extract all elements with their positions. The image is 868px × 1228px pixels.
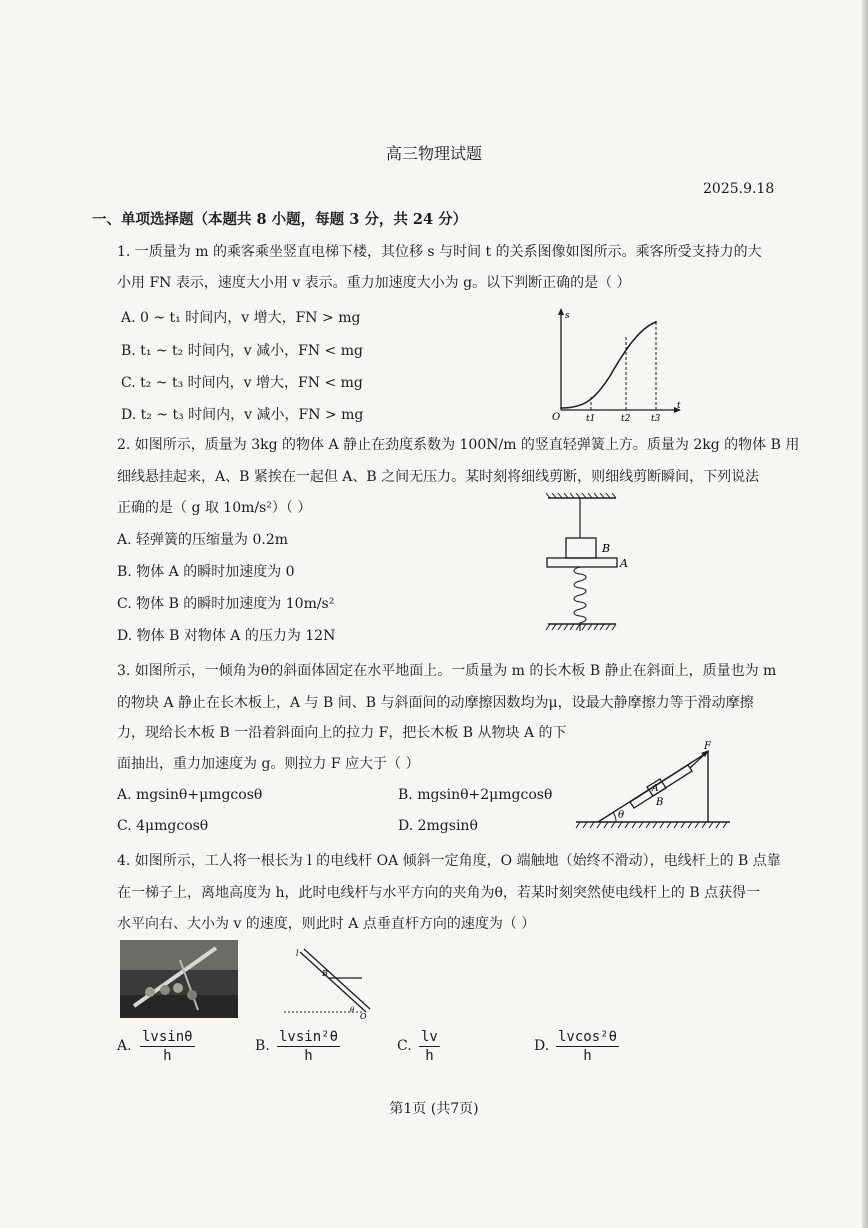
label-l: l <box>296 949 299 958</box>
photo-worker-2 <box>160 985 170 995</box>
photo-ground <box>120 995 238 1018</box>
q4-option-a-numerator: lvsinθ <box>142 1029 193 1045</box>
q3-option-c: C. 4μmgcosθ <box>117 818 209 834</box>
q4-option-b-denominator: h <box>304 1048 313 1064</box>
q4-option-a-fraction <box>140 1029 195 1064</box>
q4-option-c-denominator: h <box>425 1048 434 1064</box>
q4-option-d-numerator: lvcos²θ <box>558 1029 618 1045</box>
q3-incline-figure <box>570 738 735 834</box>
floor-hatch <box>546 624 616 630</box>
q4-option-b-label: B. <box>255 1038 270 1054</box>
pole-edge-1 <box>300 952 366 1012</box>
label-f: F <box>704 741 711 752</box>
q4-option-b-fraction <box>277 1029 340 1064</box>
q2-option-b: B. 物体 A 的瞬时加速度为 0 <box>117 564 295 580</box>
q2-stem-line3: 正确的是（ g 取 10m/s²）（ ） <box>117 500 312 516</box>
q2-option-c: C. 物体 B 的瞬时加速度为 10m/s² <box>117 596 335 612</box>
label-a: A <box>652 784 659 794</box>
graph-origin-label: O <box>552 412 561 423</box>
q3-option-d: D. 2mgsinθ <box>398 818 478 834</box>
photo-worker-4 <box>187 990 197 1000</box>
q3-stem-line2: 的物块 A 静止在长木板上，A 与 B 间、B 与斜面间的动摩擦因数均为μ，设最大静摩擦力等于滑动摩擦 <box>117 695 754 711</box>
page-edge-shadow <box>862 0 868 1228</box>
q4-option-b-numerator: lvsin²θ <box>279 1029 339 1045</box>
graph-tick-t2: t2 <box>621 414 631 424</box>
q4-option-c-fraction <box>419 1029 440 1064</box>
graph-x-label: t <box>677 401 681 411</box>
graph-y-label: s <box>565 311 570 321</box>
q2-stem-line1: 2. 如图所示，质量为 3kg 的物体 A 静止在劲度系数为 100N/m 的竖直轻弹簧上方。质量为 2kg 的物体 B 用 <box>117 437 800 453</box>
label-a: A <box>620 557 628 570</box>
q4-option-d-label: D. <box>534 1038 550 1054</box>
q3-stem-line4: 面抽出，重力加速度为 g。则拉力 F 应大于（ ） <box>117 756 420 772</box>
q4-option-d-denominator: h <box>583 1048 592 1064</box>
label-b: B <box>656 797 664 808</box>
label-b: B <box>322 969 328 978</box>
pole-edge-2 <box>304 949 370 1009</box>
q3-option-a: A. mgsinθ+μmgcosθ <box>117 787 263 803</box>
graph-curve <box>561 321 656 408</box>
q2-option-d: D. 物体 B 对物体 A 的压力为 12N <box>117 628 336 644</box>
photo-worker-1 <box>145 987 155 997</box>
graph-tick-t1: t1 <box>586 414 596 424</box>
q4-pole-diagram <box>278 942 378 1022</box>
plate-a <box>547 558 617 567</box>
block-b <box>566 538 596 558</box>
label-b: B <box>602 542 611 555</box>
q3-stem-line3: 力，现给长木板 B 一沿着斜面向上的拉力 F，把长木板 B 从物块 A 的下 <box>117 725 567 741</box>
page-title: 高三物理试题 <box>385 144 482 163</box>
graph-tick-t3: t3 <box>651 414 661 424</box>
photo-sky <box>120 940 238 970</box>
spring <box>574 567 586 631</box>
q4-option-c-label: C. <box>397 1038 412 1054</box>
q3-option-b: B. mgsinθ+2μmgcosθ <box>398 787 553 803</box>
label-theta: θ <box>350 1006 355 1014</box>
graph-y-arrow <box>558 308 564 315</box>
q4-option-a-label: A. <box>117 1038 132 1054</box>
q1-option-b: B. t₁ ~ t₂ 时间内，v 减小，FN < mg <box>121 343 363 359</box>
q1-option-c: C. t₂ ~ t₃ 时间内，v 增大，FN < mg <box>121 375 363 391</box>
photo-worker-3 <box>173 983 183 993</box>
section-heading: 一、单项选择题（本题共 8 小题，每题 3 分，共 24 分） <box>92 211 468 228</box>
q4-option-a-denominator: h <box>163 1048 172 1064</box>
q3-stem-line1: 3. 如图所示，一倾角为θ的斜面体固定在水平地面上。一质量为 m 的长木板 B 静止在斜面上，质量也为 m <box>117 663 777 679</box>
label-theta: θ <box>618 810 625 821</box>
theta-arc <box>613 812 616 822</box>
q4-stem-line2: 在一梯子上，离地高度为 h，此时电线杆与水平方向的夹角为θ，若某时刻突然使电线杆上的 B 点获得一 <box>117 885 761 901</box>
q1-option-d: D. t₂ ~ t₃ 时间内，v 减小，FN > mg <box>121 407 364 423</box>
q1-s-t-graph <box>548 306 688 424</box>
q4-stem-line3: 水平向右、大小为 v 的速度，则此时 A 点垂直杆方向的速度为（ ） <box>117 916 536 932</box>
q2-stem-line2: 细线悬挂起来，A、B 紧挨在一起但 A、B 之间无压力。某时刻将细线剪断，则细线剪断瞬间，下列说法 <box>117 469 760 485</box>
q4-option-d-fraction <box>556 1029 619 1064</box>
ground-hatch <box>576 822 727 828</box>
q2-option-a: A. 轻弹簧的压缩量为 0.2m <box>117 532 289 548</box>
q1-option-a: A. 0 ~ t₁ 时间内，v 增大，FN > mg <box>121 310 361 326</box>
q1-stem-line1: 1. 一质量为 m 的乘客乘坐竖直电梯下楼，其位移 s 与时间 t 的关系图像如图所示。乘客所受支持力的大 <box>117 244 762 260</box>
q1-stem-line2: 小用 FN 表示，速度大小用 v 表示。重力加速度大小为 g。以下判断正确的是（ ） <box>117 275 631 291</box>
q4-option-c-numerator: lv <box>421 1029 438 1045</box>
q2-spring-figure <box>540 492 650 634</box>
q4-stem-line1: 4. 如图所示，工人将一根长为 l 的电线杆 OA 倾斜一定角度，O 端触地（始终不滑动），电线杆上的 B 点靠 <box>117 853 781 869</box>
q4-photo <box>120 940 238 1018</box>
exam-date: 2025.9.18 <box>703 181 775 197</box>
label-o: O <box>360 1012 367 1021</box>
page-number: 第1页 (共7页) <box>389 1101 479 1117</box>
